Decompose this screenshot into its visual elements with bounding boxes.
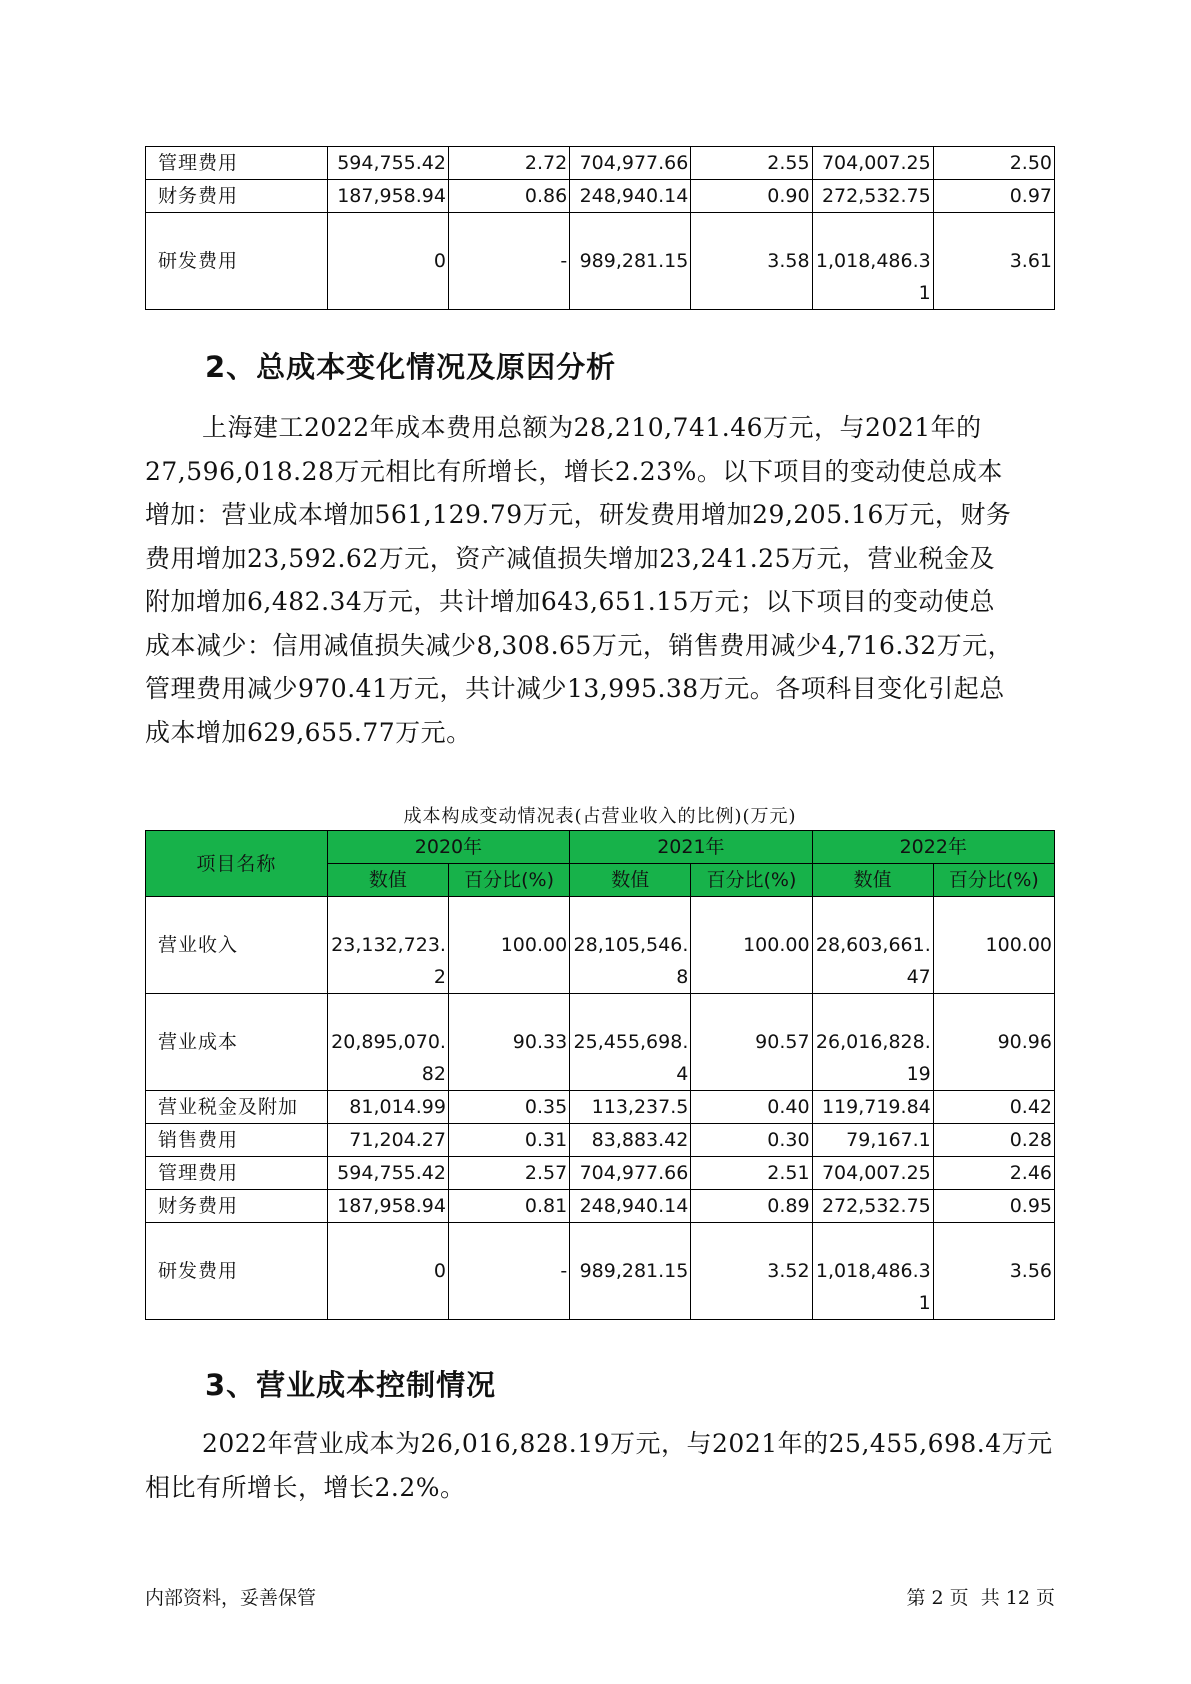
paragraph-line: 成本减少：信用减值损失减少8,308.65万元，销售费用减少4,716.32万元， (145, 630, 1014, 660)
table-row (146, 1157, 1055, 1190)
percent-2020: 2.57 (448, 1157, 569, 1190)
value-2022: 26,016,828.19 (812, 994, 933, 1091)
percent-2021: 2.51 (691, 1157, 812, 1190)
percent-2022: 2.46 (933, 1157, 1054, 1190)
percent-2020: 100.00 (448, 897, 569, 994)
row-name: 营业成本 (146, 994, 328, 1091)
value-2020: 187,958.94 (327, 180, 448, 213)
percent-2021: 0.40 (691, 1091, 812, 1124)
header-year-2022: 2022年 (812, 831, 1054, 864)
row-name: 财务费用 (146, 180, 328, 213)
value-2020: 71,204.27 (327, 1124, 448, 1157)
value-2022: 1,018,486.31 (812, 1223, 933, 1320)
table-row (146, 897, 1055, 994)
value-2020: 20,895,070.82 (327, 994, 448, 1091)
row-name: 研发费用 (146, 213, 328, 310)
percent-2022: 90.96 (933, 994, 1054, 1091)
value-2022: 1,018,486.31 (812, 213, 933, 310)
expense-table-continued (145, 146, 1055, 310)
footer-confidential-note: 内部资料，妥善保管 (145, 1587, 317, 1609)
percent-2020: 0.35 (448, 1091, 569, 1124)
percent-2020: 0.81 (448, 1190, 569, 1223)
value-2022: 28,603,661.47 (812, 897, 933, 994)
percent-2020: 2.72 (448, 147, 569, 180)
page-number: 第 2 页 共 12 页 (906, 1587, 1055, 1609)
header-percent: 百分比(%) (448, 864, 569, 897)
percent-2021: 100.00 (691, 897, 812, 994)
paragraph-line: 2022年营业成本为26,016,828.19万元，与2021年的25,455,698.4万元 (202, 1429, 1053, 1458)
paragraph (145, 1422, 1065, 1509)
header-percent: 百分比(%) (691, 864, 812, 897)
paragraph-line: 附加增加6,482.34万元，共计增加643,651.15万元；以下项目的变动使总 (145, 587, 995, 616)
paragraph-line: 管理费用减少970.41万元，共计减少13,995.38万元。各项科目变化引起总 (145, 674, 1005, 703)
paragraph-line: 上海建工2022年成本费用总额为28,210,741.46万元，与2021年的 (202, 413, 982, 442)
table-header-row (146, 831, 1055, 864)
value-2021: 25,455,698.4 (570, 994, 691, 1091)
value-2021: 989,281.15 (570, 1223, 691, 1320)
percent-2022: 0.97 (933, 180, 1054, 213)
header-percent: 百分比(%) (933, 864, 1054, 897)
percent-2022: 0.42 (933, 1091, 1054, 1124)
value-2021: 83,883.42 (570, 1124, 691, 1157)
percent-2020: 0.31 (448, 1124, 569, 1157)
row-name: 销售费用 (146, 1124, 328, 1157)
value-2021: 248,940.14 (570, 180, 691, 213)
cost-structure-table (145, 830, 1055, 1320)
row-name: 营业收入 (146, 897, 328, 994)
value-2020: 594,755.42 (327, 147, 448, 180)
header-value: 数值 (812, 864, 933, 897)
percent-2021: 0.89 (691, 1190, 812, 1223)
paragraph-line: 27,596,018.28万元相比有所增长，增长2.23%。以下项目的变动使总成本 (145, 456, 1003, 486)
value-2021: 113,237.5 (570, 1091, 691, 1124)
percent-2021: 0.90 (691, 180, 812, 213)
row-name: 财务费用 (146, 1190, 328, 1223)
percent-2022: 3.61 (933, 213, 1054, 310)
header-year-2020: 2020年 (327, 831, 569, 864)
percent-2021: 90.57 (691, 994, 812, 1091)
percent-2022: 3.56 (933, 1223, 1054, 1320)
paragraph-line: 增加：营业成本增加561,129.79万元，研发费用增加29,205.16万元，财务 (145, 500, 1012, 529)
section-heading: 3、营业成本控制情况 (205, 1368, 497, 1402)
value-2020: 594,755.42 (327, 1157, 448, 1190)
paragraph (145, 406, 1065, 754)
table-row (146, 147, 1055, 180)
value-2022: 79,167.1 (812, 1124, 933, 1157)
percent-2021: 3.58 (691, 213, 812, 310)
percent-2020: - (448, 1223, 569, 1320)
value-2020: 187,958.94 (327, 1190, 448, 1223)
percent-2022: 0.95 (933, 1190, 1054, 1223)
value-2020: 81,014.99 (327, 1091, 448, 1124)
header-value: 数值 (570, 864, 691, 897)
section-heading: 2、总成本变化情况及原因分析 (205, 350, 617, 384)
percent-2020: 0.86 (448, 180, 569, 213)
value-2020: 23,132,723.2 (327, 897, 448, 994)
value-2020: 0 (327, 1223, 448, 1320)
value-2022: 272,532.75 (812, 1190, 933, 1223)
value-2021: 704,977.66 (570, 147, 691, 180)
value-2022: 119,719.84 (812, 1091, 933, 1124)
percent-2020: - (448, 213, 569, 310)
percent-2022: 2.50 (933, 147, 1054, 180)
table-row (146, 994, 1055, 1091)
percent-2021: 0.30 (691, 1124, 812, 1157)
table-row (146, 1190, 1055, 1223)
percent-2021: 3.52 (691, 1223, 812, 1320)
table-caption: 成本构成变动情况表(占营业收入的比例)(万元) (403, 806, 797, 827)
row-name: 营业税金及附加 (146, 1091, 328, 1124)
value-2022: 704,007.25 (812, 147, 933, 180)
table-row (146, 213, 1055, 310)
row-name: 研发费用 (146, 1223, 328, 1320)
header-item-name: 项目名称 (146, 831, 328, 897)
row-name: 管理费用 (146, 1157, 328, 1190)
header-value: 数值 (327, 864, 448, 897)
value-2021: 248,940.14 (570, 1190, 691, 1223)
percent-2021: 2.55 (691, 147, 812, 180)
table-row (146, 180, 1055, 213)
value-2021: 28,105,546.8 (570, 897, 691, 994)
value-2022: 272,532.75 (812, 180, 933, 213)
table-row (146, 1124, 1055, 1157)
paragraph-line: 成本增加629,655.77万元。 (145, 717, 472, 747)
value-2021: 704,977.66 (570, 1157, 691, 1190)
value-2021: 989,281.15 (570, 213, 691, 310)
value-2022: 704,007.25 (812, 1157, 933, 1190)
header-year-2021: 2021年 (570, 831, 812, 864)
percent-2022: 100.00 (933, 897, 1054, 994)
value-2020: 0 (327, 213, 448, 310)
percent-2020: 90.33 (448, 994, 569, 1091)
table-row (146, 1091, 1055, 1124)
row-name: 管理费用 (146, 147, 328, 180)
percent-2022: 0.28 (933, 1124, 1054, 1157)
table-row (146, 1223, 1055, 1320)
paragraph-line: 费用增加23,592.62万元，资产减值损失增加23,241.25万元，营业税金及 (145, 543, 995, 573)
paragraph-line: 相比有所增长，增长2.2%。 (145, 1472, 466, 1502)
